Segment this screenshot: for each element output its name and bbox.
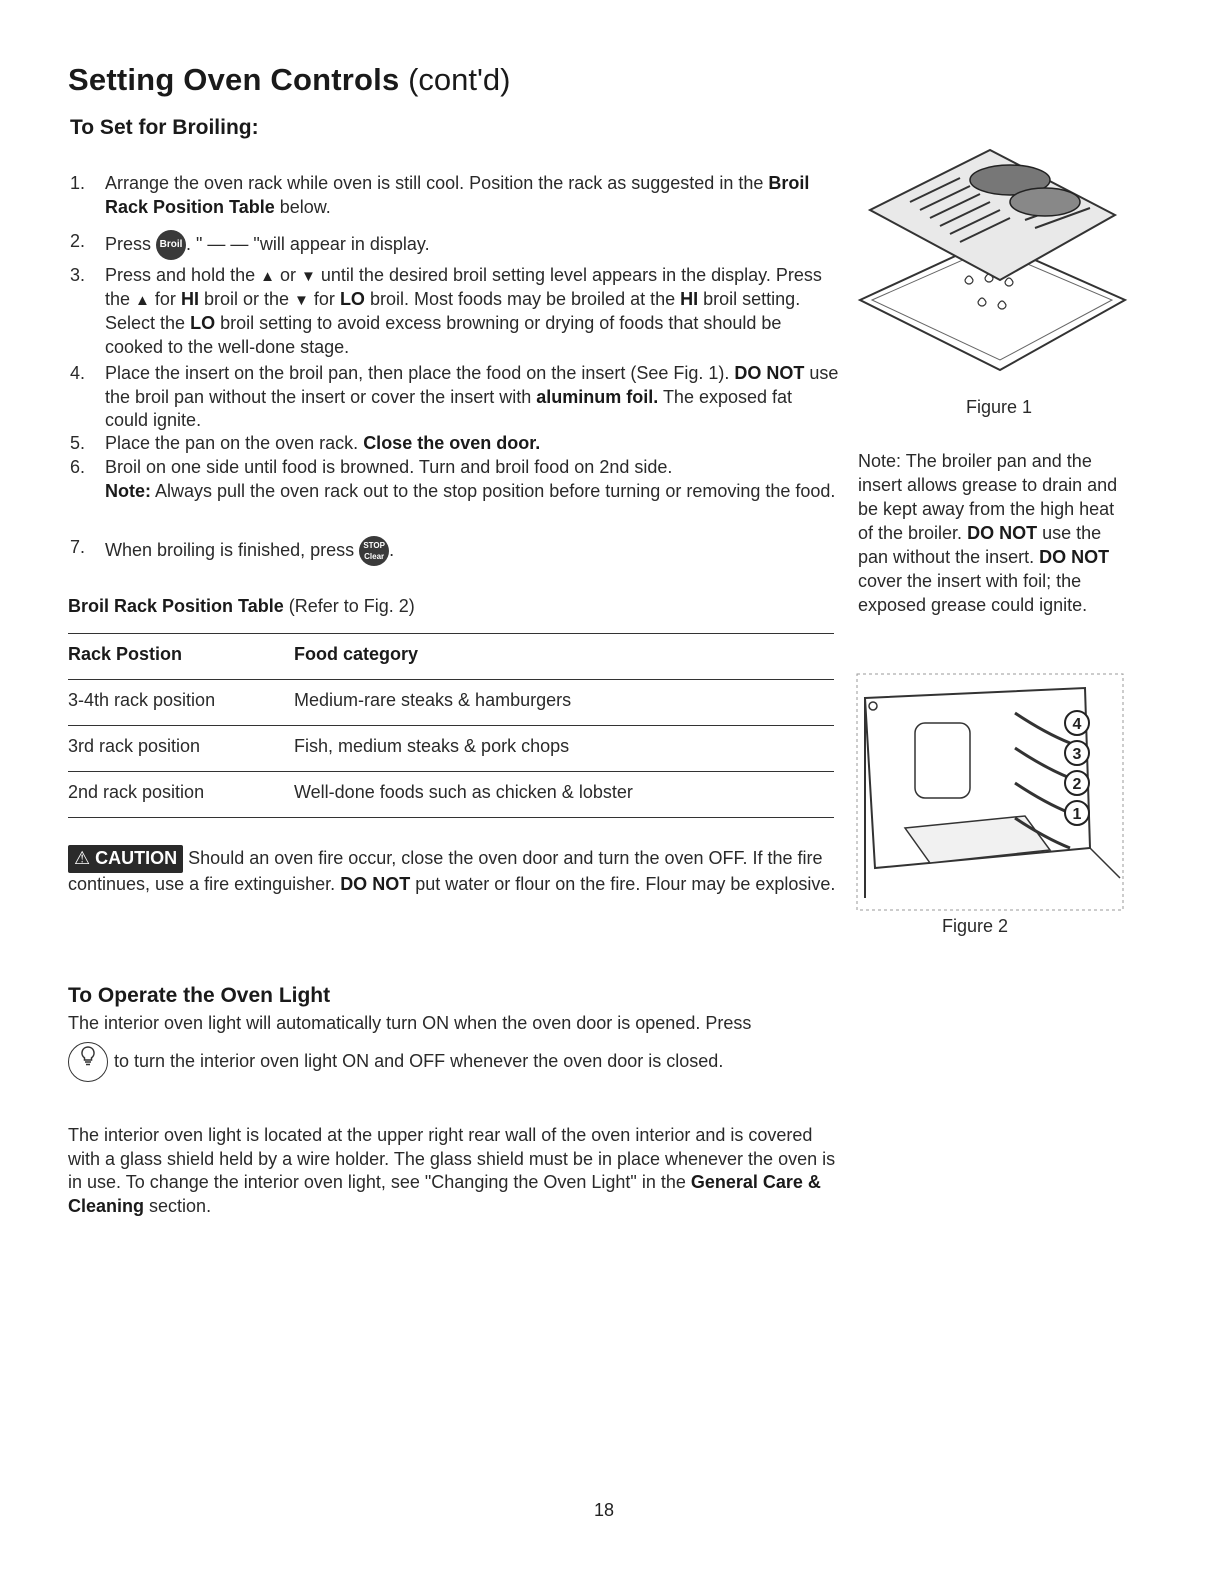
up-arrow-icon: ▲	[135, 291, 150, 309]
table-row: 3-4th rack position Medium-rare steaks & hamburgers	[68, 679, 834, 725]
section-heading-broiling: To Set for Broiling:	[70, 116, 259, 139]
rack-number-1: 1	[1072, 806, 1082, 823]
table-row: 3rd rack position Fish, medium steaks & pork chops	[68, 725, 834, 771]
oven-light-button-icon	[68, 1042, 108, 1082]
step-6: 6. Broil on one side until food is browned. Turn and broil food on 2nd side. Note: Always pull the oven rack out to the stop position before turning or removing the food.	[70, 457, 836, 501]
rack-number-4: 4	[1072, 716, 1082, 733]
section-heading-oven-light: To Operate the Oven Light	[68, 984, 331, 1007]
broil-rack-position-table	[68, 633, 834, 818]
down-arrow-icon: ▼	[301, 267, 316, 285]
step-7: 7. When broiling is finished, press STOP Clear .	[70, 536, 840, 568]
table-header-row: Rack Postion Food category	[68, 633, 834, 679]
step-3: 3. Press and hold the ▲ or ▼ until the desired broil setting level appears in the display. Press the ▲ for HI broil or the ▼ for LO broil. Most foods may be broiled at the HI broil setting. Select the LO broil setting to avoid excess browning or drying of foods that should be cooked to the well-done stage.	[70, 265, 822, 357]
rack-number-2: 2	[1072, 776, 1082, 793]
oven-light-paragraph-1: The interior oven light will automatically turn ON when the oven door is opened. Press to turn the interior oven light ON and OFF whenever the oven door is closed.	[68, 1012, 848, 1082]
figure-2-rack-positions-illustration	[855, 668, 1125, 913]
caution-badge: ⚠ CAUTION	[68, 845, 183, 873]
down-arrow-icon: ▼	[294, 291, 309, 309]
table-row: 2nd rack position Well-done foods such as chicken & lobster	[68, 771, 834, 818]
step-5: 5. Place the pan on the oven rack. Close the oven door.	[70, 433, 541, 453]
table-caption: Broil Rack Position Table (Refer to Fig. 2)	[68, 596, 415, 616]
oven-light-paragraph-2: The interior oven light is located at the upper right rear wall of the oven interior and is covered with a glass shield held by a wire holder. The glass shield must be in place whenever the oven is in use. To change the interior oven light, see "Changing the Oven Light" in the General Care & Cleaning section.	[68, 1125, 836, 1216]
broil-button-icon: Broil	[156, 230, 186, 260]
figure-2-caption: Figure 2	[942, 916, 1009, 936]
step-4: 4. Place the insert on the broil pan, then place the food on the insert (See Fig. 1). DO NOT use the broil pan without the insert or cover the insert with aluminum foil. The exposed fat could ignite.	[70, 363, 839, 430]
figure-1-broil-pan-illustration	[850, 140, 1130, 380]
page-title: Setting Oven Controls (cont'd)	[68, 62, 511, 97]
figure-1-caption: Figure 1	[966, 397, 1033, 417]
caution-paragraph: ⚠ CAUTION Should an oven fire occur, close the oven door and turn the oven OFF. If the fire continues, use a fire extinguisher. DO NOT put water or flour on the fire. Flour may be explosive.	[68, 845, 838, 896]
page-number: 18	[594, 1500, 615, 1520]
broiler-pan-note: Note: The broiler pan and the insert allows grease to drain and be kept away from the high heat of the broiler. DO NOT use the pan without the insert. DO NOT cover the insert with foil; the exposed grease could ignite.	[858, 451, 1118, 615]
step-2: 2. Press Broil . " — — "will appear in display.	[70, 230, 840, 260]
stop-clear-button-icon: STOP Clear	[359, 536, 389, 566]
up-arrow-icon: ▲	[260, 267, 275, 285]
step-1: 1. Arrange the oven rack while oven is still cool. Position the rack as suggested in the Broil Rack Position Table below.	[70, 173, 810, 217]
rack-number-3: 3	[1072, 746, 1082, 763]
